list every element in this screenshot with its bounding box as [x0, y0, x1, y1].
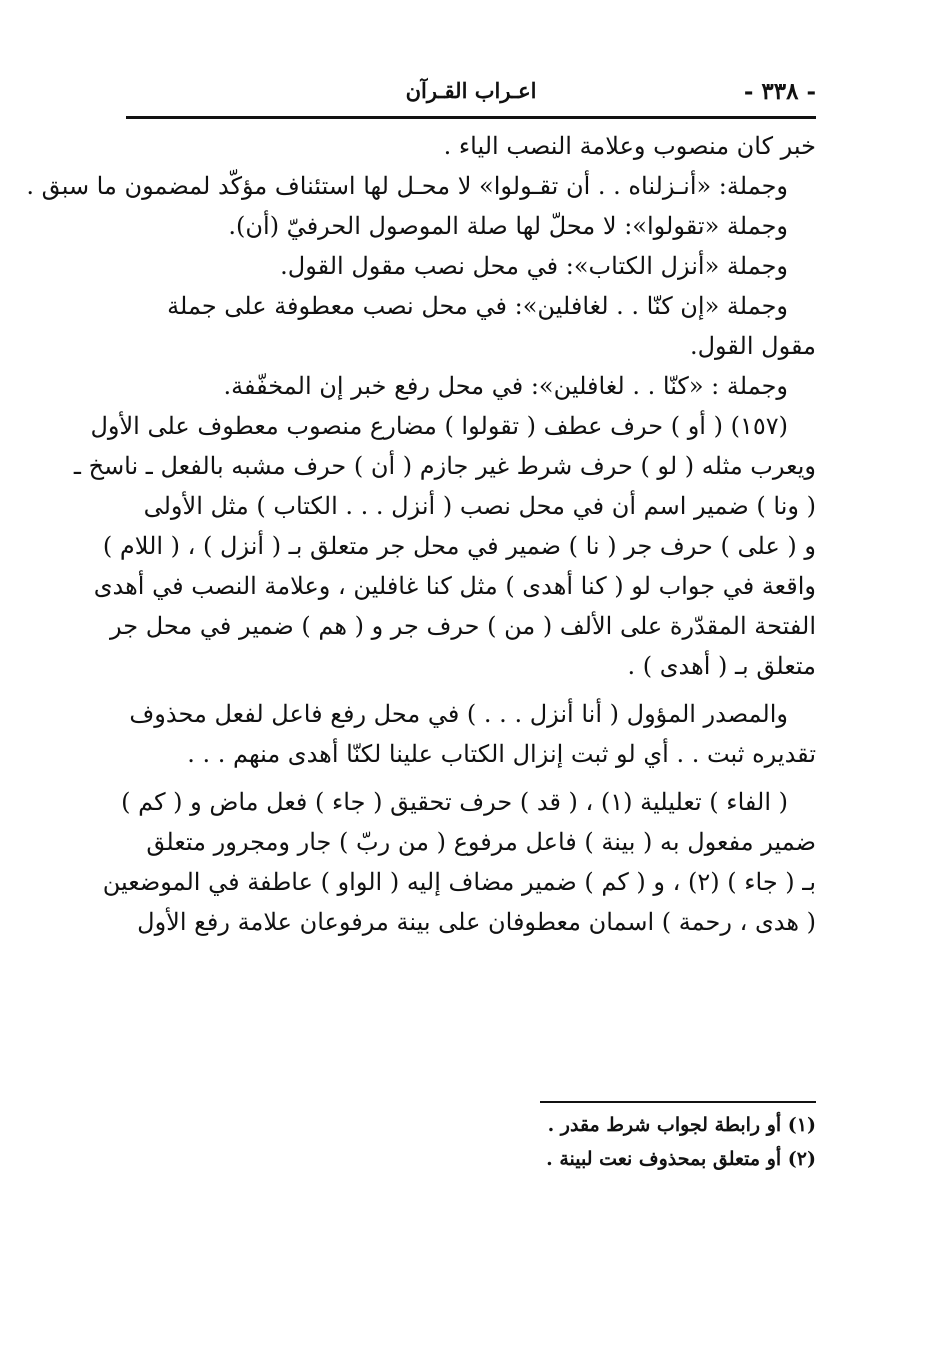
text-line: و ( على ) حرف جر ( نا ) ضمير في محل جر متعلق بـ ( أنزل ) ، ( اللام ): [102, 532, 816, 560]
text-line: مقول القول.: [689, 332, 816, 360]
footnote: (١) أو رابطة لجواب شرط مقدر .: [547, 1114, 816, 1136]
text-line: وجملة «أنزل الكتاب»: في محل نصب مقول القول.: [280, 252, 788, 280]
text-line: ( هدى ، رحمة ) اسمان معطوفان على بينة مرفوعان علامة رفع الأول: [137, 908, 816, 936]
footnote-rule: [540, 1101, 816, 1103]
page-header: [126, 74, 816, 114]
page-number: - ٣٣٨ -: [743, 78, 816, 105]
text-line: وجملة «تقولوا»: لا محلّ لها صلة الموصول الحرفيّ (أن).: [228, 212, 788, 240]
text-line: متعلق بـ ( أهدى ) .: [627, 652, 816, 680]
text-line: والمصدر المؤول ( أنا أنزل . . . ) في محل رفع فاعل لفعل محذوف: [129, 700, 788, 728]
book-title: اعـراب القـرآن: [405, 78, 537, 103]
text-line: واقعة في جواب لو ( كنا أهدى ) مثل كنا غافلين ، وعلامة النصب في أهدى: [93, 572, 816, 600]
footnotes: [380, 1108, 816, 1176]
text-line: الفتحة المقدّرة على الألف ( من ) حرف جر و ( هم ) ضمير في محل جر: [110, 612, 816, 640]
text-line: وجملة: «أنـزلناه . . أن تقـولوا» لا محـل لها استئناف مؤكّد لمضمون ما سبق .: [26, 172, 788, 200]
text-line: تقديره ثبت . . أي لو ثبت إنزال الكتاب علينا لكنّا أهدى منهم . . .: [187, 740, 816, 768]
text-line: بـ ( جاء ) (٢) ، و ( كم ) ضمير مضاف إليه ( الواو ) عاطفة في الموضعين: [102, 868, 816, 896]
body-text: [26, 126, 816, 942]
text-line: ويعرب مثله ( لو ) حرف شرط غير جازم ( أن ) حرف مشبه بالفعل ـ ناسخ ـ: [73, 452, 816, 480]
text-line: ضمير مفعول به ( بينة ) فاعل مرفوع ( من ربّ ) جار ومجرور متعلق: [146, 828, 816, 856]
text-line: (١٥٧) ( أو ) حرف عطف ( تقولوا ) مضارع منصوب معطوف على الأول: [90, 412, 788, 440]
header-rule: [126, 116, 816, 119]
footnote: (٢) أو متعلق بمحذوف نعت لبينة .: [546, 1148, 816, 1170]
text-line: وجملة : «كنّا . . لغافلين»: في محل رفع خبر إن المخفّفة.: [223, 372, 788, 400]
text-line: وجملة «إن كنّا . . لغافلين»: في محل نصب معطوفة على جملة: [167, 292, 788, 320]
text-line: ( الفاء ) تعليلية (١) ، ( قد ) حرف تحقيق ( جاء ) فعل ماض و ( كم ): [121, 788, 788, 816]
text-line: خبر كان منصوب وعلامة النصب الياء .: [443, 132, 816, 160]
text-line: ( ونا ) ضمير اسم أن في محل نصب ( أنزل . . . الكتاب ) مثل الأولى: [143, 492, 816, 520]
